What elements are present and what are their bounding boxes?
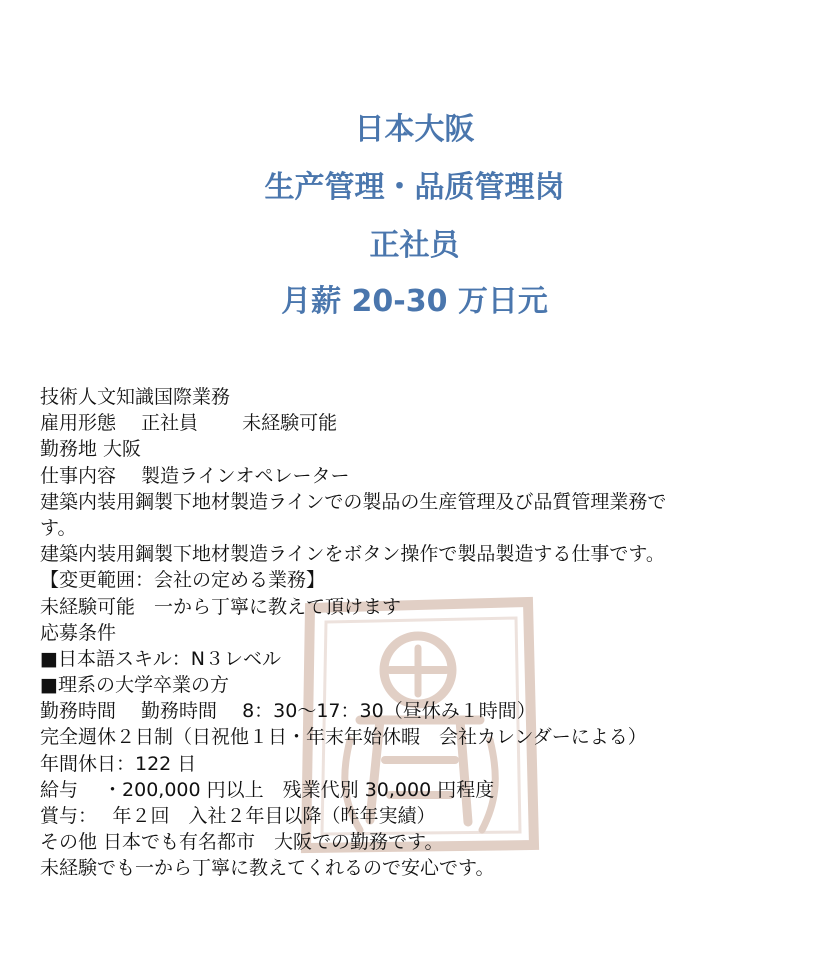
- annual-holidays: 年間休日：122 日: [40, 752, 197, 775]
- working-hours: 勤務時間 勤務時間 8：30～17：30（昼休み１時間）: [40, 700, 536, 723]
- requirements-heading: 応募条件: [40, 621, 117, 644]
- holidays-system: 完全週休２日制（日祝他１日・年末年始休暇 会社カレンダーによる）: [40, 726, 647, 749]
- job-detail-line-1: 建築内装用鋼製下地材製造ラインでの製品の生産管理及び品質管理業務で: [40, 490, 667, 513]
- salary: 給与 ・200,000 円以上 残業代別 30,000 円程度: [40, 778, 495, 801]
- headline-location: 日本大阪: [354, 112, 475, 147]
- headline-salary: 月薪 20-30 万日元: [281, 284, 548, 319]
- bonus: 賞与： 年２回 入社２年目以降（昨年実績）: [40, 805, 436, 827]
- job-content: 仕事内容 製造ラインオペレーター: [40, 464, 350, 487]
- requirement-degree: ■理系の大学卒業の方: [40, 674, 229, 697]
- closing-note: 未経験でも一から丁寧に教えてくれるので安心です。: [40, 857, 495, 880]
- employment-form: 雇用形態 正社員 未経験可能: [40, 412, 338, 435]
- job-detail-line-3: 建築内装用鋼製下地材製造ラインをボタン操作で製品製造する仕事です。: [40, 543, 665, 566]
- other-info: その他 日本でも有名都市 大阪での勤務です。: [40, 831, 444, 854]
- headline-position: 生产管理・品质管理岗: [264, 170, 565, 205]
- requirement-japanese: ■日本語スキル：N３レベル: [40, 647, 281, 670]
- headline-employment-type: 正社员: [369, 228, 460, 263]
- job-detail-line-2: す。: [40, 516, 77, 539]
- experience-note: 未経験可能 一から丁寧に教えて頂けます: [40, 595, 402, 618]
- work-location: 勤務地 大阪: [40, 438, 142, 461]
- visa-category: 技術人文知識国際業務: [40, 386, 231, 408]
- scope-of-change: 【変更範囲：会社の定める業務】: [40, 569, 326, 592]
- job-description: [40, 384, 800, 882]
